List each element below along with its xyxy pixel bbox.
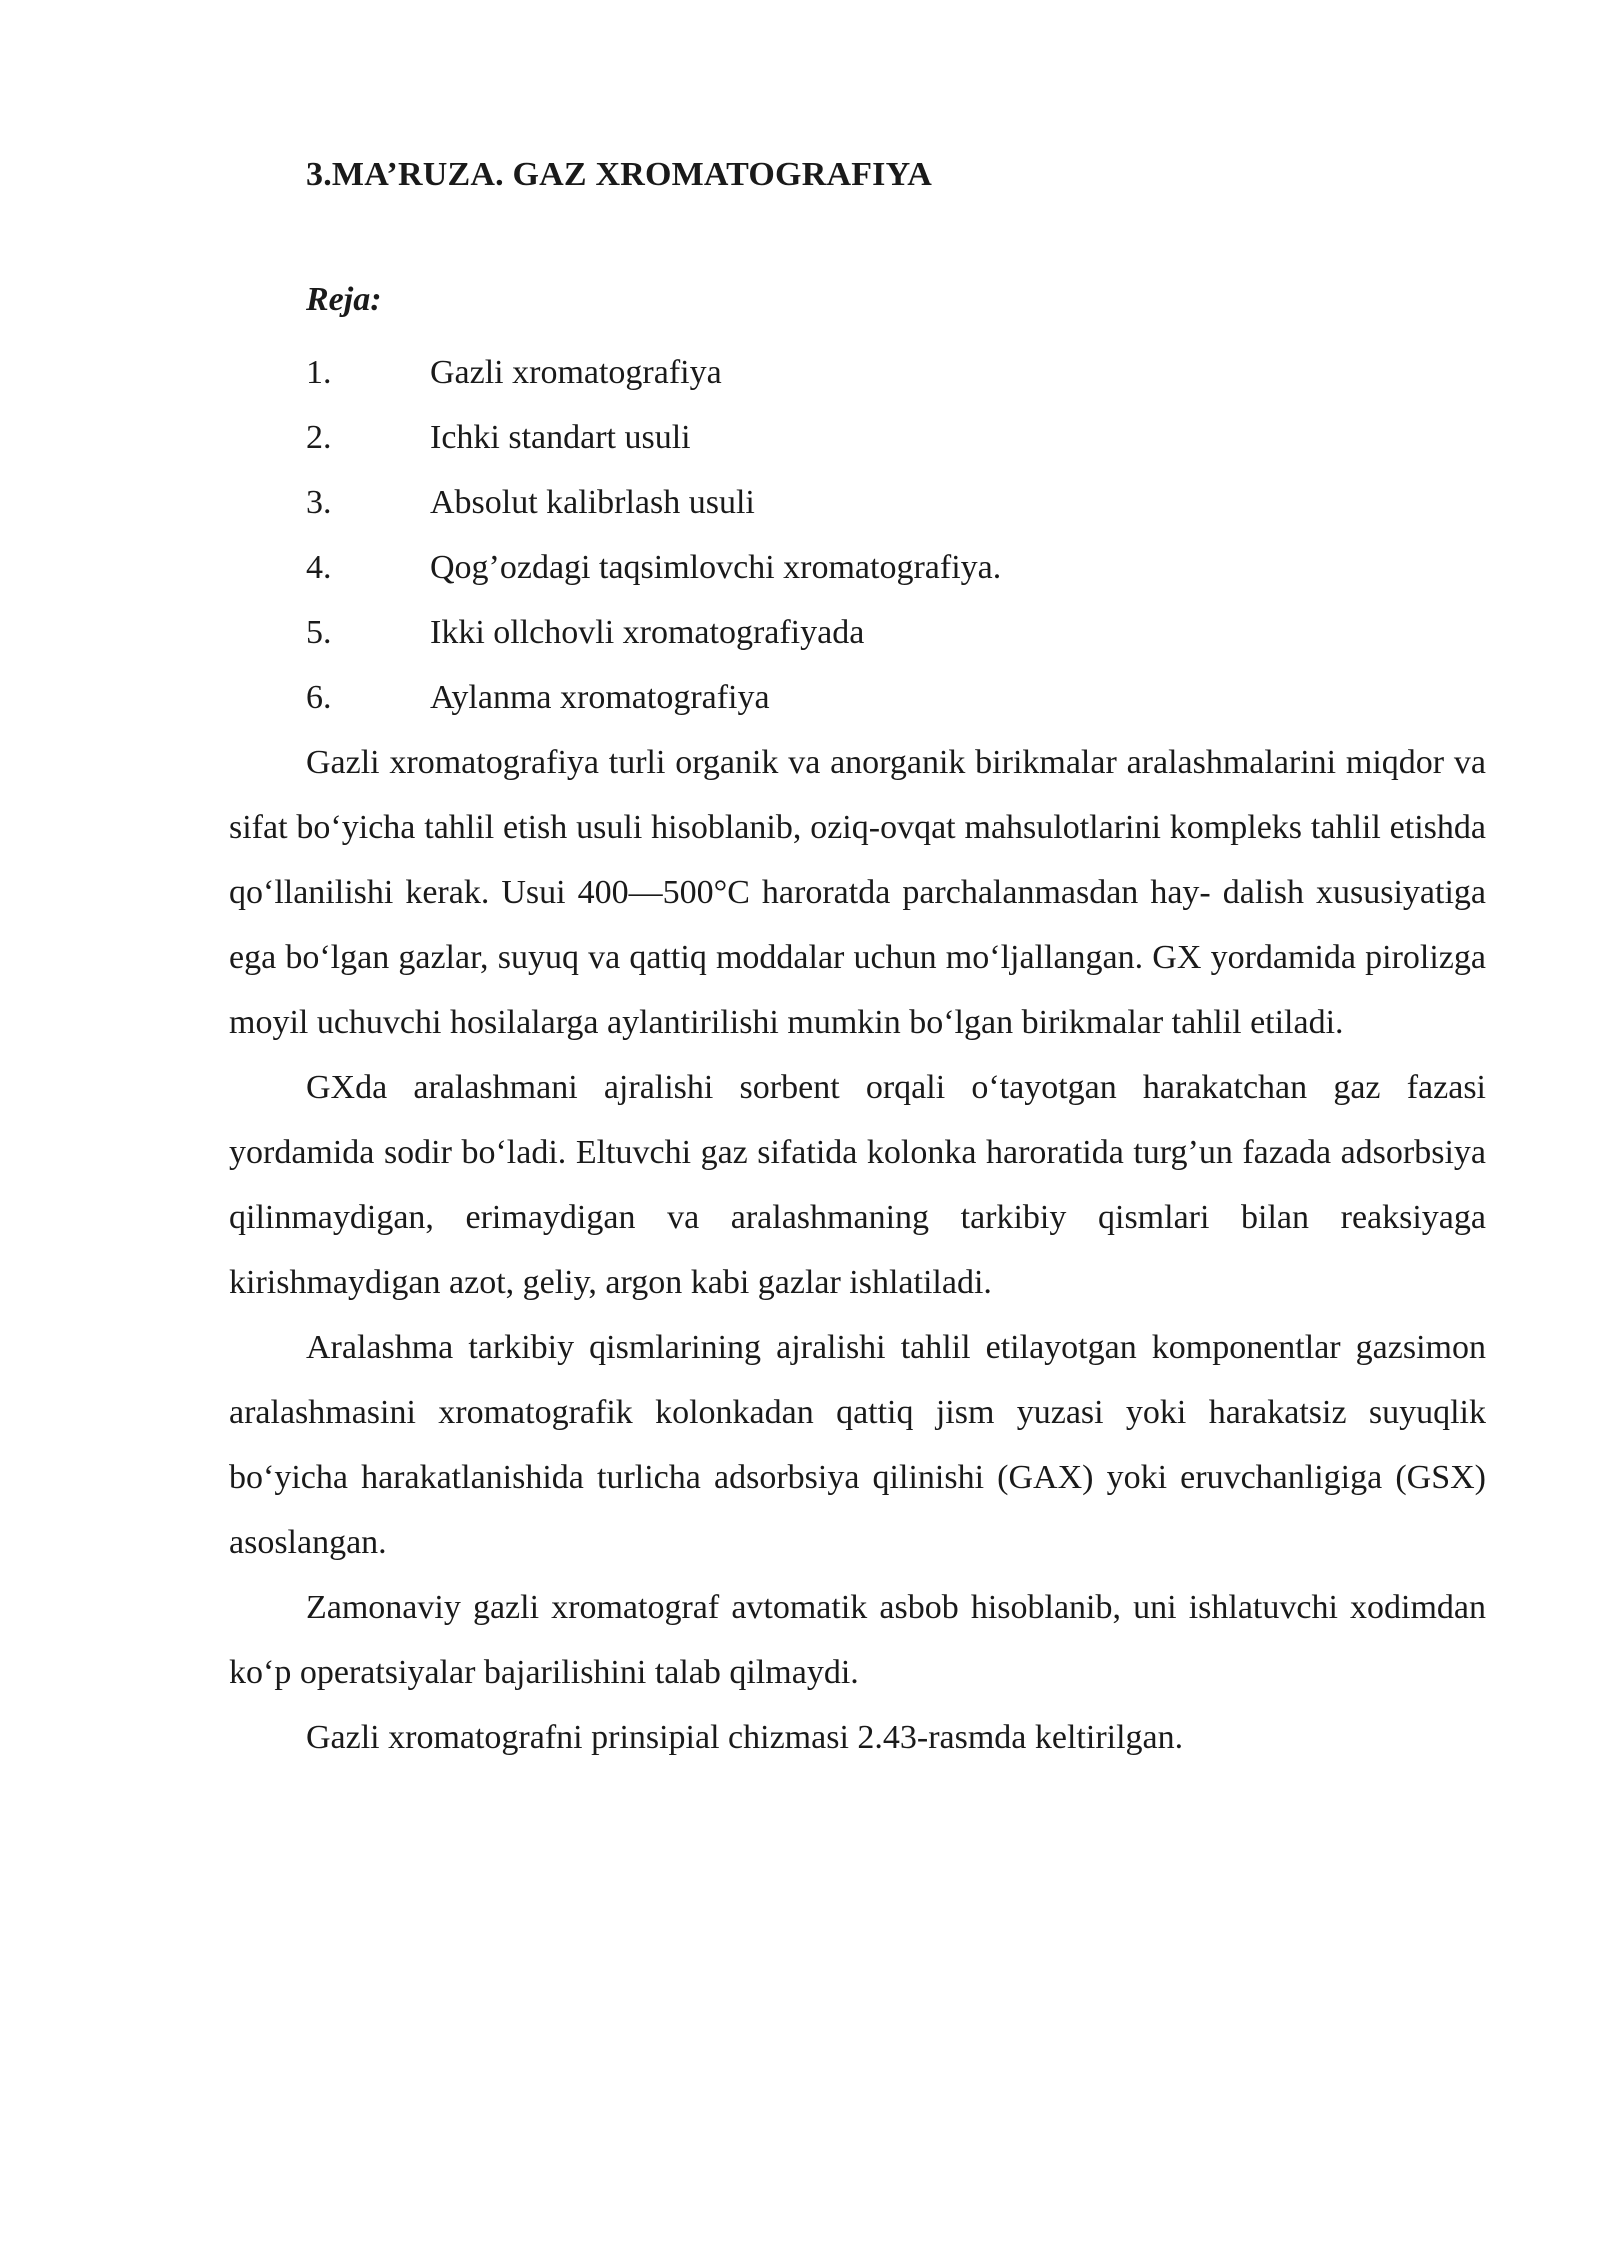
plan-item-text: Aylanma xromatografiya <box>430 679 770 716</box>
plan-item-number: 3. <box>306 484 332 521</box>
plan-item-number: 6. <box>306 679 332 716</box>
body-paragraph: Gazli xromatografni prinsipial chizmasi 2.43-rasmda keltirilgan. <box>306 1719 1184 1756</box>
lecture-title <box>306 147 1486 203</box>
lecture-number: 3 <box>306 156 324 193</box>
body-paragraph: Zamonaviy gazli xromatograf avtomatik asbob hisoblanib, uni ishlatuvchi xodimdan ko‘p operatsiyalar bajarilishini talab qilmaydi. <box>229 1589 1486 1691</box>
plan-item-text: Gazli xromatografiya <box>430 354 722 391</box>
plan-item-number: 2. <box>306 419 332 456</box>
plan-item-number: 1. <box>306 354 332 391</box>
plan-item <box>306 340 1486 405</box>
lecture-title-text: .MA’RUZA. GAZ XROMATOGRAFIYA <box>323 156 932 193</box>
plan-item <box>306 665 1486 730</box>
plan-heading: Reja: <box>306 281 382 318</box>
plan-item <box>306 470 1486 535</box>
body-paragraph: Gazli xromatografiya turli organik va anorganik birikmalar aralashmalarini miqdor va sifat bo‘yicha tahlil etish usuli hisoblanib, oziq-ovqat mahsulotlarini kompleks tahlil etishda qo‘llanilishi kerak. Usui 400—500°C haroratda parchalanmasdan hay- dalish xususiyatiga ega bo‘lgan gazlar, suyuq va qattiq moddalar uchun mo‘ljallangan. GX yordamida pirolizga moyil uchuvchi hosilalarga aylantirilishi mumkin bo‘lgan birikmalar tahlil etiladi. <box>229 744 1486 1041</box>
plan-item-text: Qog’ozdagi taqsimlovchi xromatografiya. <box>430 549 1002 586</box>
body-paragraph: GXda aralashmani ajralishi sorbent orqali o‘tayotgan harakatchan gaz fazasi yordamida sodir bo‘ladi. Eltuvchi gaz sifatida kolonka haroratida turg’un fazada adsorbsiya qilinmaydigan, erimaydigan va aralashmaning tarkibiy qismlari bilan reaksiyaga kirishmaydigan azot, geliy, argon kabi gazlar ishlatiladi. <box>229 1069 1486 1301</box>
page-content <box>229 147 1486 1770</box>
plan-item-text: Ichki standart usuli <box>430 419 691 456</box>
body-paragraph: Aralashma tarkibiy qismlarining ajralishi tahlil etilayotgan komponentlar gazsimon aralashmasini xromatografik kolonkadan qattiq jism yuzasi yoki harakatsiz suyuqlik bo‘yicha harakatlanishida turlicha adsorbsiya qilinishi (GAX) yoki eruvchanligiga (GSX) asoslangan. <box>229 1329 1486 1561</box>
plan-item-number: 5. <box>306 614 332 651</box>
plan-item <box>306 535 1486 600</box>
plan-item-text: Ikki ollchovli xromatografiyada <box>430 614 865 651</box>
plan-list <box>306 340 1486 730</box>
plan-item-text: Absolut kalibrlash usuli <box>430 484 755 521</box>
plan-item <box>306 600 1486 665</box>
plan-item <box>306 405 1486 470</box>
plan-item-number: 4. <box>306 549 332 586</box>
